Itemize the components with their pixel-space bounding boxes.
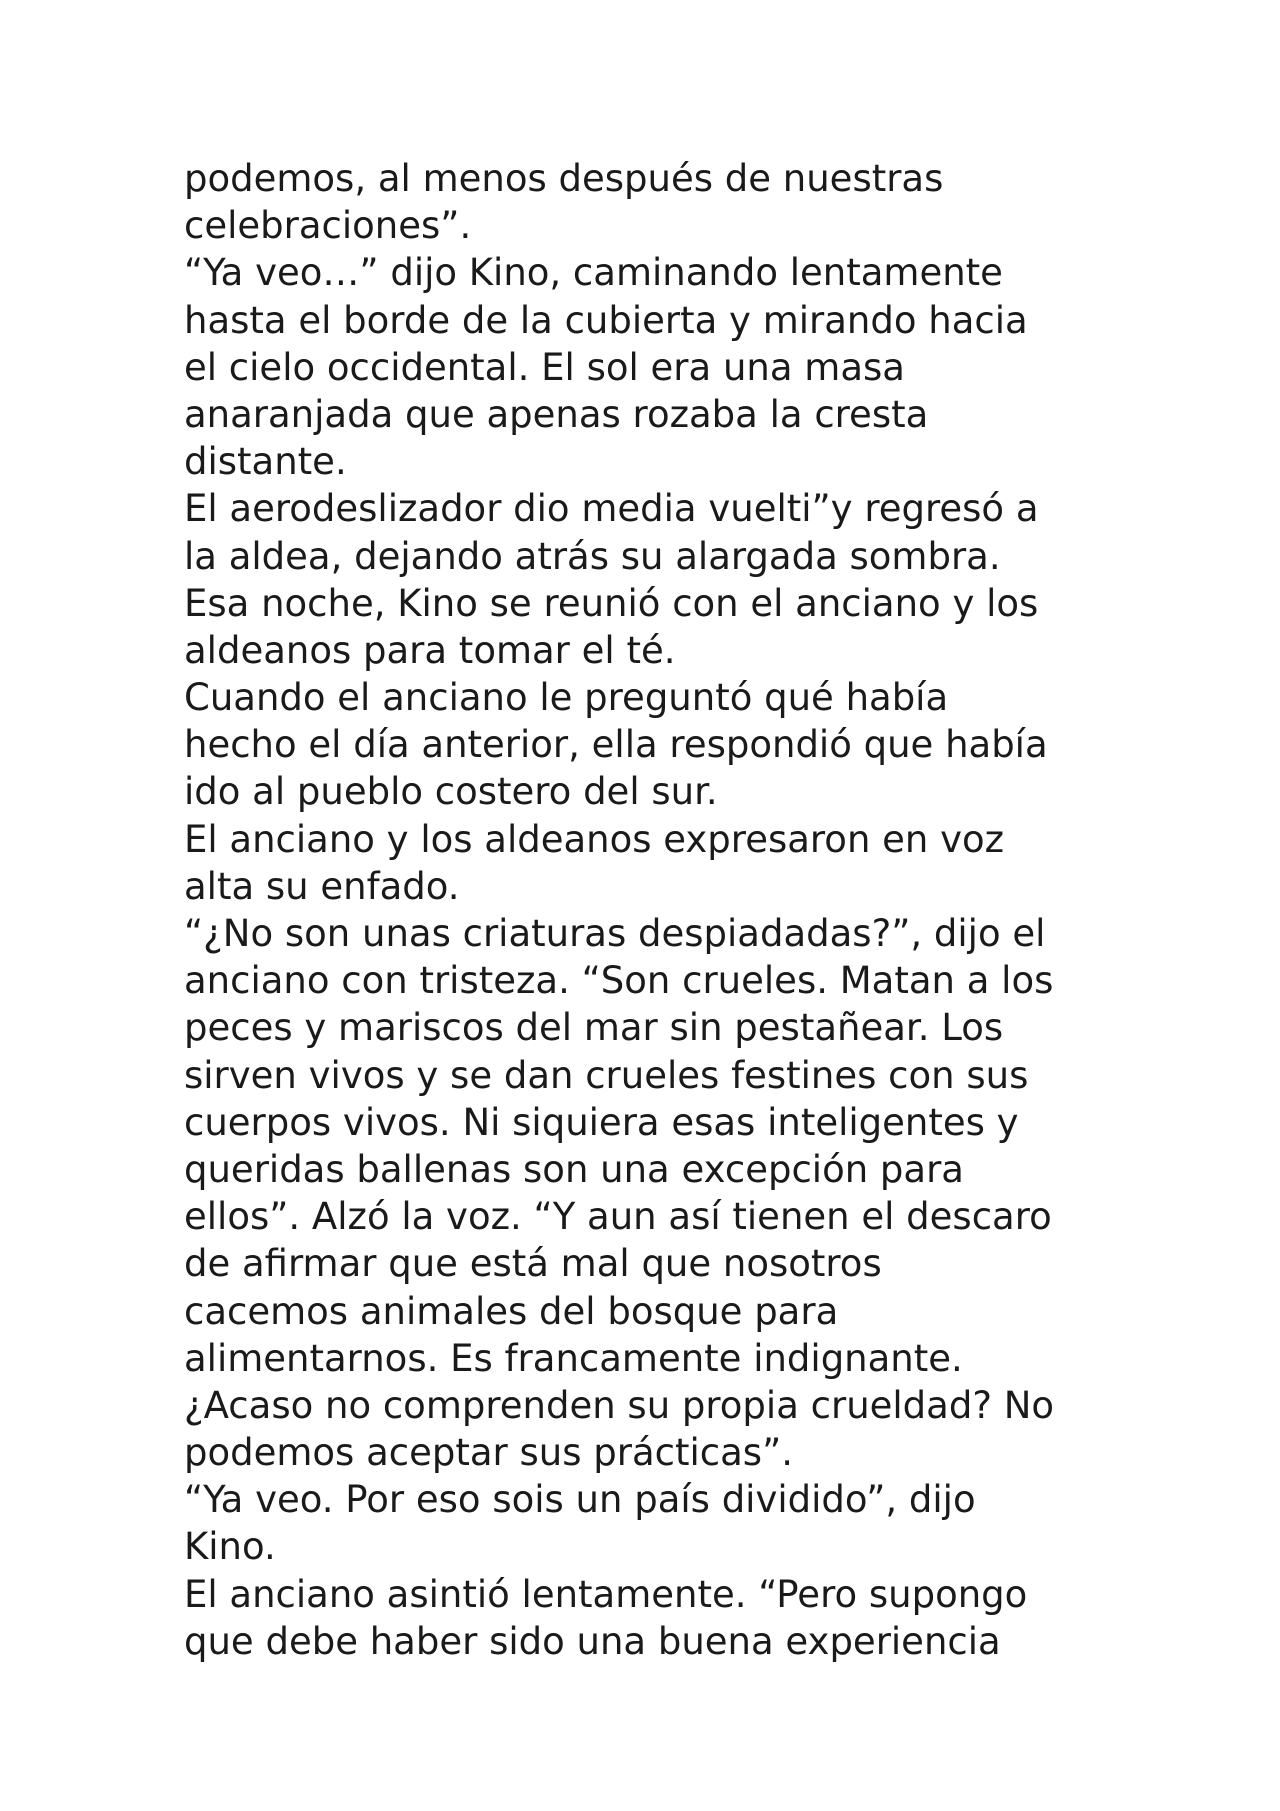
text-line: cacemos animales del bosque para <box>184 1289 839 1333</box>
text-line: Esa noche, Kino se reunió con el anciano y los <box>184 581 1039 625</box>
text-line: ellos”. Alzó la voz. “Y aun así tienen el descaro <box>184 1195 1052 1239</box>
text-line: hecho el día anterior, ella respondió que había <box>184 723 1048 767</box>
text-line: ido al pueblo costero del sur. <box>184 770 718 814</box>
text-line: podemos, al menos después de nuestras <box>184 157 944 200</box>
text-line: podemos aceptar sus prácticas”. <box>184 1431 794 1475</box>
text-line: anaranjada que apenas rozaba la cresta <box>184 392 929 436</box>
body-text <box>184 155 1124 1665</box>
text-line: peces y mariscos del mar sin pestañear. Los <box>184 1006 1004 1050</box>
text-line: Kino. <box>184 1525 276 1569</box>
text-line: El aerodeslizador dio media vuelti”y regresó a <box>184 487 1039 531</box>
text-line: El anciano asintió lentamente. “Pero supongo <box>184 1572 1028 1616</box>
text-line: el cielo occidental. El sol era una masa <box>184 345 905 389</box>
text-line: El anciano y los aldeanos expresaron en voz <box>184 817 1005 861</box>
text-line: de afirmar que está mal que nosotros <box>184 1242 882 1286</box>
text-line: que debe haber sido una buena experiencia <box>184 1619 1001 1663</box>
text-line: ¿Acaso no comprenden su propia crueldad? No <box>184 1383 1055 1427</box>
text-line: celebraciones”. <box>184 204 472 248</box>
text-line: Cuando el anciano le preguntó qué había <box>184 676 949 720</box>
text-line: anciano con tristeza. “Son crueles. Matan a los <box>184 959 1054 1003</box>
text-line: alta su enfado. <box>184 864 460 908</box>
text-line: sirven vivos y se dan crueles festines con sus <box>184 1053 1029 1097</box>
text-line: la aldea, dejando atrás su alargada sombra. <box>184 534 1001 578</box>
text-line: “Ya veo. Por eso sois un país dividido”, dijo <box>184 1478 976 1522</box>
text-line: queridas ballenas son una excepción para <box>184 1147 964 1191</box>
text-line: “Ya veo…” dijo Kino, caminando lentamente <box>184 251 1003 295</box>
text-line: alimentarnos. Es francamente indignante. <box>184 1336 963 1380</box>
text-line: “¿No son unas criaturas despiadadas?”, dijo el <box>184 912 1046 955</box>
text-line: hasta el borde de la cubierta y mirando hacia <box>184 298 1028 342</box>
text-line: cuerpos vivos. Ni siquiera esas inteligentes y <box>184 1100 1019 1144</box>
text-line: aldeanos para tomar el té. <box>184 628 676 672</box>
text-line: distante. <box>184 440 347 484</box>
